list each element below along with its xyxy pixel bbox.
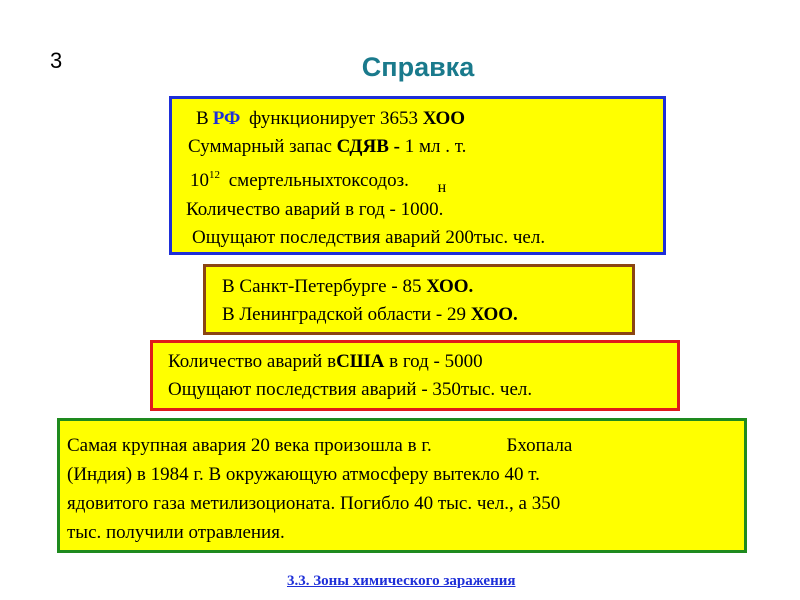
box4-l1-a: Самая крупная авария 20 века произошла в г. xyxy=(67,435,432,456)
box2-l1-xoo: ХОО. xyxy=(426,276,474,297)
box1-l2-pre: Суммарный запас xyxy=(188,136,332,157)
box2-line-2 xyxy=(222,301,624,329)
box1-l1-mid: функционирует 3653 xyxy=(249,108,418,129)
box1-line-4: Количество аварий в год - 1000. xyxy=(186,199,444,220)
box1-l1-pre: В xyxy=(196,108,209,129)
box1-l2-rest: 1 мл . т. xyxy=(404,136,467,157)
box1-line-5: Ощущают последствия аварий 200тыс. чел. xyxy=(192,227,546,248)
box3-l1-rest: в год - 5000 xyxy=(389,351,483,372)
usa-info-box xyxy=(150,340,680,411)
box1-line-1 xyxy=(184,105,655,133)
box1-line-3 xyxy=(184,161,655,196)
box4-line-3: ядовитого газа метилизоционата. Погибло 40 тыс. чел., а 350 xyxy=(67,493,561,514)
box2-l2-pre: В Ленинградской области - 29 xyxy=(222,304,466,325)
box2-l1-pre: В Санкт-Петербурге - 85 xyxy=(222,276,422,297)
spb-info-box xyxy=(203,264,635,335)
russia-info-box xyxy=(169,96,666,255)
box3-line-1 xyxy=(168,348,669,376)
slide-number: 3 xyxy=(50,48,63,73)
box3-usa: США xyxy=(336,351,385,372)
box3-line-2: Ощущают последствия аварий - 350тыс. чел. xyxy=(168,379,533,400)
chemical-zones-link[interactable]: 3.3. Зоны химического заражения xyxy=(287,573,516,589)
bhopal-info-box xyxy=(57,418,747,553)
box1-line-2 xyxy=(184,133,655,161)
box1-l3-rest: смертельныхтоксодоз. xyxy=(228,170,409,191)
box1-l3-exp: 12 xyxy=(209,169,220,181)
box1-rf: РФ xyxy=(212,108,241,129)
box2-line-1 xyxy=(222,273,624,301)
box4-line-1 xyxy=(67,431,736,460)
box4-line-2: (Индия) в 1984 г. В окружающую атмосферу вытекло 40 т. xyxy=(67,464,540,485)
box1-l3-n: н xyxy=(437,179,447,196)
page-title: Справка xyxy=(361,52,475,82)
box1-l1-xoo: ХОО xyxy=(422,108,466,129)
box4-l1-b: Бхопала xyxy=(506,435,573,456)
box1-l3-base: 10 xyxy=(190,170,209,191)
box1-l2-sdyav: СДЯВ - xyxy=(336,136,400,157)
box3-l1-pre: Количество аварий в xyxy=(168,351,337,372)
box4-line-4: тыс. получили отравления. xyxy=(67,522,285,543)
box2-l2-xoo: ХОО. xyxy=(470,304,518,325)
